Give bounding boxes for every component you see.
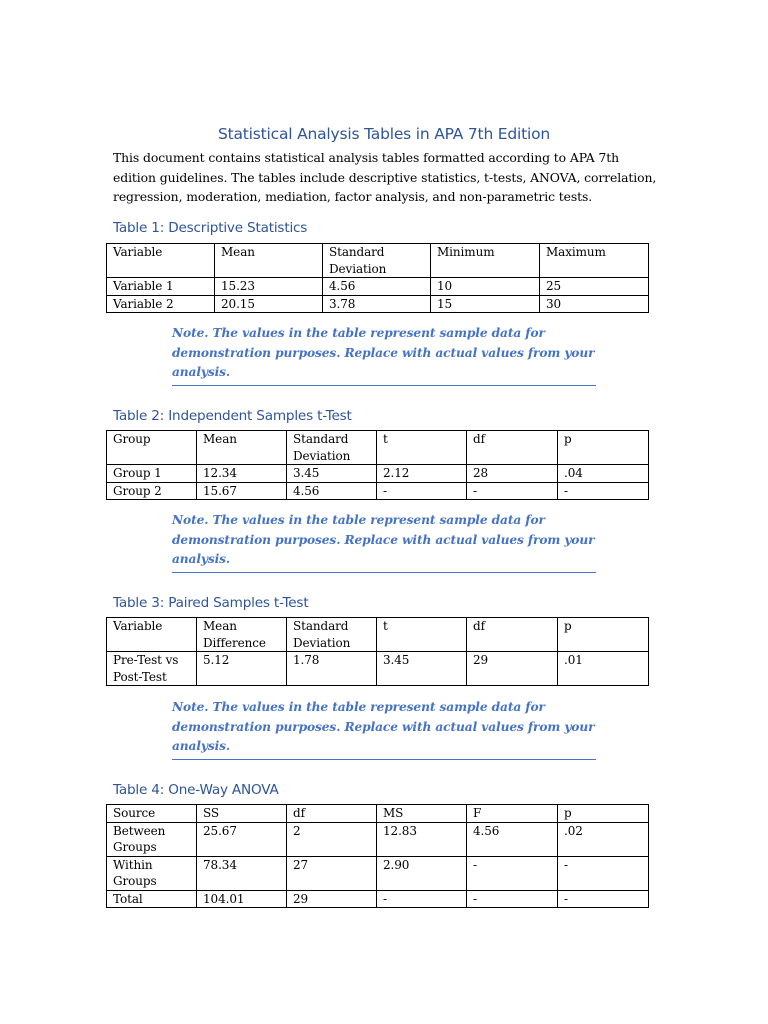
table2-note: Note. The values in the table represent sample data for demonstration purposes. Replace with actual values from your analysis.: [172, 513, 595, 566]
table-header-row: [107, 431, 649, 465]
header-cell: df: [467, 618, 558, 652]
table-cell: Variable 2: [107, 295, 215, 313]
table-cell: 25: [540, 278, 649, 296]
header-cell: Source: [107, 805, 197, 823]
header-cell: t: [377, 431, 467, 465]
header-cell: t: [377, 618, 467, 652]
table-cell: 12.34: [197, 465, 287, 483]
table-cell: 2.90: [377, 856, 467, 890]
table-row: [107, 890, 649, 908]
table-cell: -: [558, 856, 649, 890]
header-cell: Variable: [107, 244, 215, 278]
table-cell: 15.23: [215, 278, 323, 296]
header-cell: Mean: [215, 244, 323, 278]
table-row: [107, 278, 649, 296]
table-cell: 15.67: [197, 482, 287, 500]
table-cell: Total: [107, 890, 197, 908]
table-cell: Variable 1: [107, 278, 215, 296]
table-cell: 30: [540, 295, 649, 313]
header-cell: F: [467, 805, 558, 823]
table2-note-divider: [172, 572, 596, 573]
header-cell: Minimum: [431, 244, 540, 278]
table-cell: 5.12: [197, 652, 287, 686]
table-cell: 4.56: [467, 822, 558, 856]
table-cell: -: [558, 890, 649, 908]
table-cell: -: [558, 482, 649, 500]
header-cell: df: [467, 431, 558, 465]
table-cell: 29: [467, 652, 558, 686]
table-header-row: [107, 805, 649, 823]
table-cell: 25.67: [197, 822, 287, 856]
table-cell: 104.01: [197, 890, 287, 908]
table-cell: 15: [431, 295, 540, 313]
paired-samples-table: [106, 617, 649, 686]
header-cell: Standard Deviation: [287, 431, 377, 465]
header-cell: Variable: [107, 618, 197, 652]
table-cell: 2: [287, 822, 377, 856]
table-row: [107, 822, 649, 856]
table-cell: 28: [467, 465, 558, 483]
table-header-row: [107, 244, 649, 278]
document-title: Statistical Analysis Tables in APA 7th Edition: [217, 125, 551, 143]
table-row: [107, 652, 649, 686]
table-cell: 78.34: [197, 856, 287, 890]
table-cell: .01: [558, 652, 649, 686]
header-cell: p: [558, 431, 649, 465]
table-cell: 3.45: [287, 465, 377, 483]
header-cell: Mean: [197, 431, 287, 465]
table3-note-divider: [172, 759, 596, 760]
header-cell: Standard Deviation: [287, 618, 377, 652]
header-cell: Maximum: [540, 244, 649, 278]
one-way-anova-table: [106, 804, 649, 908]
table-cell: Between Groups: [107, 822, 197, 856]
table-cell: .04: [558, 465, 649, 483]
table-cell: 10: [431, 278, 540, 296]
table4-heading: Table 4: One-Way ANOVA: [113, 782, 279, 798]
table-cell: Within Groups: [107, 856, 197, 890]
table1-note-divider: [172, 385, 596, 386]
table-cell: 29: [287, 890, 377, 908]
table-cell: 2.12: [377, 465, 467, 483]
table-cell: 4.56: [323, 278, 431, 296]
table-row: [107, 295, 649, 313]
table-cell: -: [467, 890, 558, 908]
header-cell: Mean Difference: [197, 618, 287, 652]
intro-paragraph: This document contains statistical analysis tables formatted according to APA 7th edition guidelines. The tables include descriptive statistics, t-tests, ANOVA, correlation, regression, moderation, mediation, factor analysis, and non-parametric tests.: [113, 150, 657, 204]
descriptive-statistics-table: [106, 243, 649, 313]
table-cell: 4.56: [287, 482, 377, 500]
table-cell: 27: [287, 856, 377, 890]
table-cell: 3.45: [377, 652, 467, 686]
table-row: [107, 482, 649, 500]
independent-samples-table: [106, 430, 649, 500]
table-cell: Group 2: [107, 482, 197, 500]
table-header-row: [107, 618, 649, 652]
table-cell: Pre-Test vs Post-Test: [107, 652, 197, 686]
table-cell: 3.78: [323, 295, 431, 313]
header-cell: SS: [197, 805, 287, 823]
table-cell: 1.78: [287, 652, 377, 686]
header-cell: p: [558, 618, 649, 652]
table-cell: -: [377, 890, 467, 908]
table-row: [107, 465, 649, 483]
table1-note: Note. The values in the table represent sample data for demonstration purposes. Replace with actual values from your analysis.: [172, 326, 595, 379]
header-cell: MS: [377, 805, 467, 823]
table-cell: Group 1: [107, 465, 197, 483]
table-cell: 20.15: [215, 295, 323, 313]
table3-heading: Table 3: Paired Samples t-Test: [113, 595, 309, 611]
header-cell: Group: [107, 431, 197, 465]
table-cell: 12.83: [377, 822, 467, 856]
table-cell: -: [467, 482, 558, 500]
header-cell: p: [558, 805, 649, 823]
table-cell: -: [467, 856, 558, 890]
table-cell: .02: [558, 822, 649, 856]
table3-note: Note. The values in the table represent sample data for demonstration purposes. Replace with actual values from your analysis.: [172, 700, 595, 753]
header-cell: Standard Deviation: [323, 244, 431, 278]
table-cell: -: [377, 482, 467, 500]
table2-heading: Table 2: Independent Samples t-Test: [113, 408, 352, 424]
table1-heading: Table 1: Descriptive Statistics: [113, 220, 308, 236]
header-cell: df: [287, 805, 377, 823]
table-row: [107, 856, 649, 890]
